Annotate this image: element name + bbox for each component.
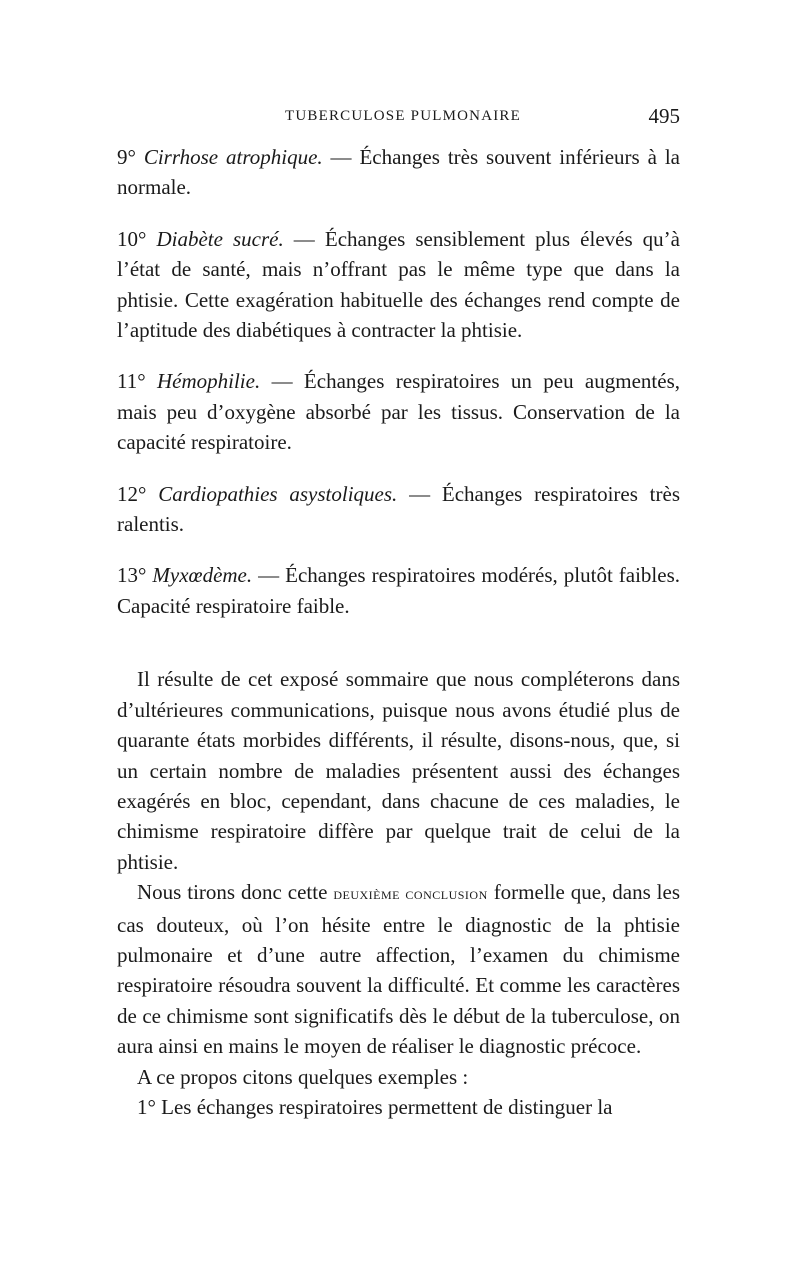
paragraph-examples-intro: A ce propos citons quelques exemples : (137, 1064, 469, 1089)
entry-number: 11° (117, 369, 146, 394)
list-entry-hemophilie (117, 366, 680, 457)
running-title: TUBERCULOSE PULMONAIRE (285, 108, 521, 124)
paragraph-conclusion-intro: Il résulte de cet exposé sommaire que nous compléterons dans d’ultérieures communications, puisque nous avons étudié plus de quarante états morbides différents, il résulte, disons-nous, que, si un certain nombre de maladies présentent aussi des échanges exagérés en bloc, cependant, dans chacune de ces maladies, le chimisme respiratoire diffère par quelque trait de celui de la phtisie. (117, 667, 680, 874)
page-body (117, 142, 680, 1122)
paragraph-second-conclusion (117, 877, 680, 1061)
page-header (117, 104, 680, 132)
page-number: 495 (648, 104, 680, 128)
paragraph-first-example: 1° Les échanges respiratoires permettent de distinguer la (137, 1094, 613, 1119)
section-spacer (117, 642, 680, 664)
entry-text: — Échanges sensiblement plus élevés qu’à l’état de santé, mais n’offrant pas le même type que dans la phtisie. Cette exagération habituelle des échanges rend compte de l’aptitude des diabétiques à contracter la phtisie. (117, 226, 680, 343)
entry-term: Myxœdème. (152, 563, 253, 588)
list-entry-cirrhose (117, 142, 680, 203)
entry-text: — Échanges très souvent inférieurs à la normale. (117, 145, 681, 200)
entry-term: Hémophilie. (156, 369, 261, 394)
entry-text: — Échanges respiratoires un peu augmentés, mais peu d’oxygène absorbé par les tissus. Conservation de la capacité respiratoire. (117, 369, 680, 455)
entry-number: 13° (117, 563, 147, 588)
paragraph-text: formelle que, dans les cas douteux, où l’on hésite entre le diagnostic de la phtisie pulmonaire et d’une autre affection, l’examen du chimisme respiratoire résoudra souvent la difficulté. Et comme les caractères de ce chimisme sont significatifs dès le début de la tuberculose, on aura ainsi en mains le moyen de réaliser le diagnostic précoce. (117, 880, 680, 1059)
list-entry-diabete (117, 224, 680, 346)
entry-text: — Échanges respiratoires très ralentis. (117, 481, 681, 537)
entry-number: 12° (117, 481, 147, 506)
list-entry-myxoedeme (117, 560, 680, 621)
entry-number: 10° (117, 226, 147, 251)
entry-number: 9° (117, 145, 136, 169)
small-caps-phrase: deuxième conclusion (333, 884, 488, 904)
entry-text: — Échanges respiratoires modérés, plutôt faibles. Capacité respiratoire faible. (117, 563, 681, 618)
entry-term: Diabète sucré. (156, 226, 284, 251)
entry-term: Cirrhose atrophique. (143, 145, 323, 169)
list-entry-cardiopathies (117, 479, 680, 540)
paragraph-text: Nous tirons donc cette (137, 880, 334, 905)
entry-term: Cardiopathies asystoliques. (158, 481, 398, 506)
